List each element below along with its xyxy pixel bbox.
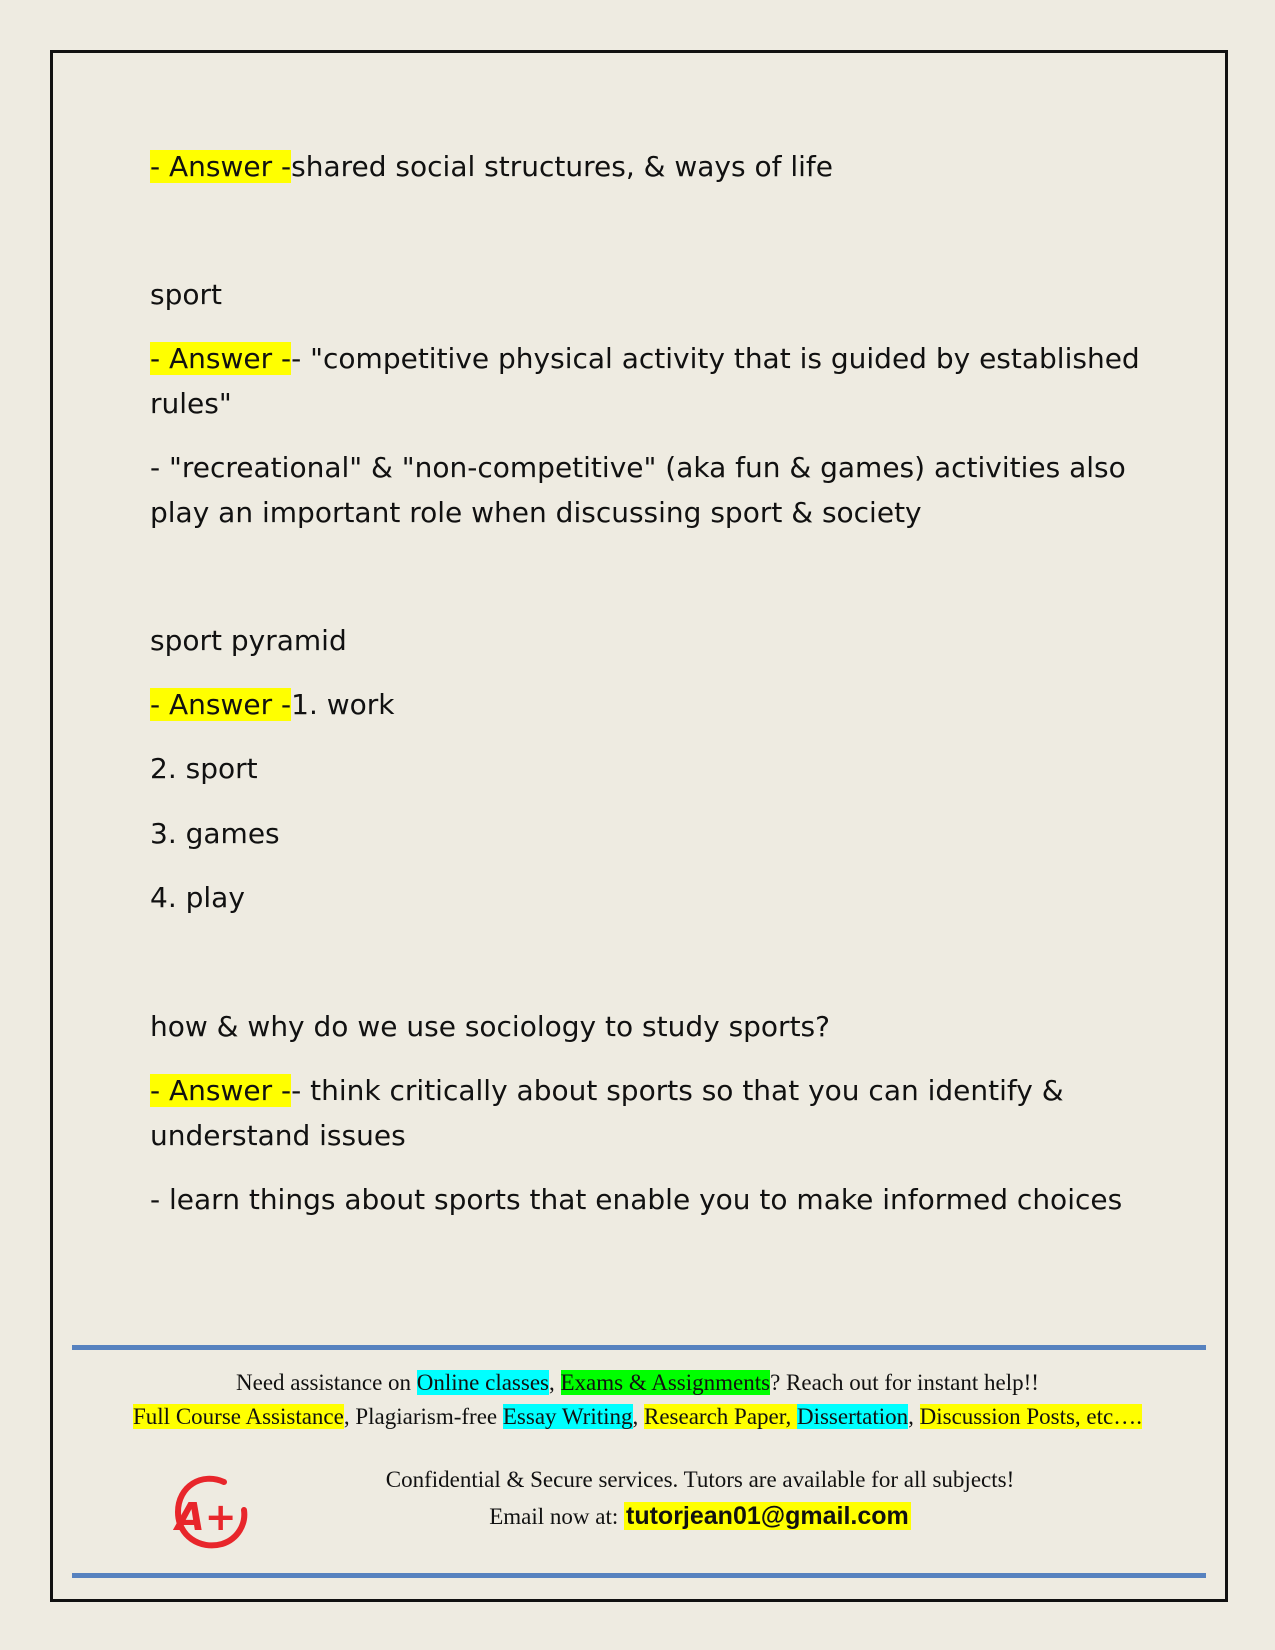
answer-label: - Answer - [150,1074,292,1107]
question-line: sport pyramid [150,624,347,657]
footer-line-1: Need assistance on Online classes, Exams & Assignments? Reach out for instant help!! [236,1370,1039,1395]
email-link[interactable]: tutorjean01@gmail.com [626,1502,909,1530]
question-line: how & why do we use sociology to study sports? [150,1010,830,1043]
answer-line: - Answer -- think critically about sports so that you can identify & [150,1074,1064,1107]
exams-assignments-link: Exams & Assignments [560,1370,771,1395]
answer-line: - "recreational" & "non-competitive" (aka fun & games) activities also [150,451,1126,484]
answer-line: play an important role when discussing sport & society [150,496,922,529]
answer-line: understand issues [150,1119,406,1152]
list-item: 2. sport [150,752,258,785]
list-item: 4. play [150,881,245,914]
footer-line-2: Full Course Assistance, Plagiarism-free Essay Writing, Research Paper, Dissertation, Discussion Posts, etc…. [133,1404,1142,1429]
question-line: sport [150,278,222,311]
answer-line: - Answer -shared social structures, & ways of life [150,150,833,183]
footer-line-4: Email now at: tutorjean01@gmail.com [489,1502,909,1530]
answer-line: rules" [150,387,232,420]
answer-label: - Answer - [150,150,292,183]
answer-label: - Answer - [150,688,292,721]
footer-divider-top [72,1345,1206,1350]
online-classes-link: Online classes [416,1370,549,1395]
footer-line-3: Confidential & Secure services. Tutors are available for all subjects! [385,1467,1015,1492]
answer-line: - Answer -- "competitive physical activity that is guided by established [150,342,1140,375]
answer-line: - Answer -1. work [150,688,395,721]
answer-line: - learn things about sports that enable you to make informed choices [150,1183,1123,1216]
answer-label: - Answer - [150,342,292,375]
svg-text:A+: A+ [175,1495,237,1539]
footer-divider-bottom [72,1573,1206,1578]
list-item: 3. games [150,817,280,850]
